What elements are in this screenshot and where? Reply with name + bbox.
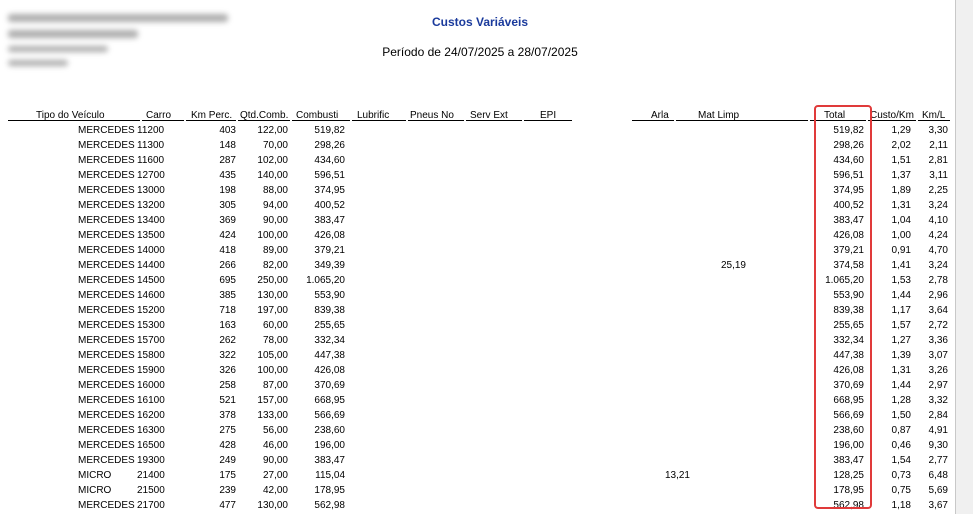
- cell-tipo: MERCEDES: [78, 410, 135, 421]
- cell-total: 668,95: [833, 395, 864, 406]
- cell-carro: 16100: [137, 395, 165, 406]
- cell-km: 403: [219, 125, 236, 136]
- cell-custokm: 0,46: [891, 440, 911, 451]
- header-tipo: Tipo do Veículo: [36, 110, 105, 121]
- cell-combusti: 115,04: [315, 470, 345, 481]
- cell-total: 426,08: [833, 365, 864, 376]
- cell-carro: 13000: [137, 185, 165, 196]
- cell-kml: 5,69: [928, 485, 948, 496]
- cell-km: 266: [219, 260, 236, 271]
- table-row: [0, 483, 955, 498]
- cell-combusti: 383,47: [314, 455, 345, 466]
- cell-carro: 21700: [137, 500, 165, 511]
- cell-kml: 3,36: [928, 335, 948, 346]
- cell-carro: 12700: [137, 170, 165, 181]
- cell-carro: 14000: [137, 245, 165, 256]
- table-row: [0, 153, 955, 168]
- cell-qtd: 88,00: [262, 185, 288, 196]
- cell-tipo: MERCEDES: [78, 365, 135, 376]
- header-lubrific: Lubrific: [357, 110, 390, 121]
- cell-tipo: MERCEDES: [78, 455, 135, 466]
- cell-combusti: 668,95: [314, 395, 345, 406]
- cell-carro: 19300: [137, 455, 165, 466]
- cell-total: 178,95: [833, 485, 864, 496]
- cell-combusti: 434,60: [314, 155, 345, 166]
- cell-kml: 3,26: [928, 365, 948, 376]
- table-row: [0, 333, 955, 348]
- cell-combusti: 1.065,20: [306, 275, 345, 286]
- cell-total: 447,38: [833, 350, 864, 361]
- cell-total: 370,69: [833, 380, 864, 391]
- cell-total: 255,65: [833, 320, 864, 331]
- cell-custokm: 1,31: [891, 200, 911, 211]
- cell-combusti: 178,95: [314, 485, 345, 496]
- cell-carro: 15700: [137, 335, 165, 346]
- table-row: [0, 138, 955, 153]
- header-epi: EPI: [540, 110, 557, 121]
- header-rule: [632, 120, 674, 121]
- cell-combusti: 298,26: [314, 140, 345, 151]
- cell-qtd: 70,00: [262, 140, 288, 151]
- cell-km: 322: [219, 350, 236, 361]
- cell-kml: 2,84: [928, 410, 948, 421]
- cell-combusti: 370,69: [314, 380, 345, 391]
- cell-custokm: 1,18: [891, 500, 911, 511]
- cell-kml: 4,10: [928, 215, 948, 226]
- header-pneus: Pneus No: [410, 110, 454, 121]
- cell-qtd: 140,00: [257, 170, 288, 181]
- header-rule: [408, 120, 464, 121]
- cell-qtd: 250,00: [257, 275, 288, 286]
- table-row: [0, 168, 955, 183]
- cell-total: 1.065,20: [825, 275, 864, 286]
- cell-tipo: MERCEDES: [78, 245, 135, 256]
- cell-custokm: 1,53: [891, 275, 911, 286]
- cell-kml: 9,30: [928, 440, 948, 451]
- cell-tipo: MERCEDES: [78, 275, 135, 286]
- table-row: [0, 363, 955, 378]
- header-arla: Arla: [651, 110, 669, 121]
- cell-total: 383,47: [833, 455, 864, 466]
- cell-km: 718: [219, 305, 236, 316]
- cell-tipo: MERCEDES: [78, 290, 135, 301]
- cell-qtd: 60,00: [262, 320, 288, 331]
- cell-km: 378: [219, 410, 236, 421]
- cell-carro: 15900: [137, 365, 165, 376]
- cell-carro: 11300: [137, 140, 165, 151]
- report-title: Custos Variáveis: [431, 15, 529, 29]
- cell-combusti: 553,90: [314, 290, 345, 301]
- cell-tipo: MERCEDES: [78, 125, 135, 136]
- cell-tipo: MERCEDES: [78, 320, 135, 331]
- cell-custokm: 1,29: [891, 125, 911, 136]
- cell-carro: 15200: [137, 305, 165, 316]
- cell-tipo: MERCEDES: [78, 215, 135, 226]
- table-row: [0, 288, 955, 303]
- cell-total: 400,52: [833, 200, 864, 211]
- cell-tipo: MERCEDES: [78, 500, 135, 511]
- header-rule: [186, 120, 236, 121]
- header-carro: Carro: [146, 110, 172, 121]
- cell-qtd: 157,00: [257, 395, 288, 406]
- cell-combusti: 383,47: [314, 215, 345, 226]
- cell-combusti: 519,82: [314, 125, 345, 136]
- cell-kml: 3,24: [928, 200, 948, 211]
- cell-km: 198: [219, 185, 236, 196]
- cell-custokm: 1,51: [891, 155, 911, 166]
- cell-kml: 3,64: [928, 305, 948, 316]
- cell-combusti: 196,00: [314, 440, 345, 451]
- cell-qtd: 100,00: [257, 230, 288, 241]
- cell-custokm: 1,31: [891, 365, 911, 376]
- cell-tipo: MICRO: [78, 485, 112, 496]
- cell-qtd: 105,00: [257, 350, 288, 361]
- cell-total: 128,25: [833, 470, 864, 481]
- header-rule: [466, 120, 522, 121]
- header-rule: [810, 120, 866, 121]
- cell-arla: 13,21: [664, 470, 690, 481]
- cell-kml: 3,67: [928, 500, 948, 511]
- cell-qtd: 130,00: [257, 500, 288, 511]
- cell-combusti: 238,60: [314, 425, 345, 436]
- header-rule: [8, 120, 140, 121]
- cell-kml: 2,25: [928, 185, 948, 196]
- cell-custokm: 1,44: [891, 380, 911, 391]
- cell-qtd: 102,00: [257, 155, 288, 166]
- header-rule: [918, 120, 950, 121]
- cell-total: 562,98: [833, 500, 864, 511]
- cell-kml: 3,07: [928, 350, 948, 361]
- cell-total: 519,82: [833, 125, 864, 136]
- cell-combusti: 447,38: [314, 350, 345, 361]
- cell-carro: 21400: [137, 470, 165, 481]
- cell-km: 477: [219, 500, 236, 511]
- cell-tipo: MICRO: [78, 470, 112, 481]
- cell-qtd: 27,00: [262, 470, 288, 481]
- table-row: [0, 408, 955, 423]
- cell-carro: 13400: [137, 215, 165, 226]
- cell-km: 385: [219, 290, 236, 301]
- cell-total: 298,26: [833, 140, 864, 151]
- cell-total: 238,60: [833, 425, 864, 436]
- cell-combusti: 566,69: [314, 410, 345, 421]
- cell-carro: 14500: [137, 275, 165, 286]
- table-row: [0, 258, 955, 273]
- cell-qtd: 82,00: [262, 260, 288, 271]
- cell-qtd: 90,00: [262, 455, 288, 466]
- cell-qtd: 42,00: [262, 485, 288, 496]
- cell-km: 239: [219, 485, 236, 496]
- cell-total: 426,08: [833, 230, 864, 241]
- cell-combusti: 562,98: [314, 500, 345, 511]
- header-total: Total: [824, 110, 846, 121]
- cell-qtd: 122,00: [257, 125, 288, 136]
- cell-km: 148: [219, 140, 236, 151]
- cell-km: 258: [219, 380, 236, 391]
- cell-km: 287: [219, 155, 236, 166]
- cell-custokm: 0,73: [891, 470, 911, 481]
- cell-tipo: MERCEDES: [78, 440, 135, 451]
- header-rule: [352, 120, 406, 121]
- cell-kml: 2,97: [928, 380, 948, 391]
- cell-km: 424: [219, 230, 236, 241]
- table-row: [0, 438, 955, 453]
- cell-km: 521: [219, 395, 236, 406]
- cell-custokm: 1,28: [891, 395, 911, 406]
- header-rule: [238, 120, 290, 121]
- cell-carro: 14600: [137, 290, 165, 301]
- cell-combusti: 255,65: [314, 320, 345, 331]
- cell-total: 374,58: [833, 260, 864, 271]
- cell-total: 374,95: [833, 185, 864, 196]
- cell-carro: 16200: [137, 410, 165, 421]
- cell-carro: 16000: [137, 380, 165, 391]
- table-row: [0, 423, 955, 438]
- header-rule: [868, 120, 916, 121]
- cell-total: 196,00: [833, 440, 864, 451]
- cell-combusti: 374,95: [314, 185, 345, 196]
- cell-kml: 2,72: [928, 320, 948, 331]
- cell-qtd: 56,00: [262, 425, 288, 436]
- header-rule: [676, 120, 808, 121]
- cell-total: 434,60: [833, 155, 864, 166]
- cell-qtd: 94,00: [262, 200, 288, 211]
- cell-kml: 4,91: [928, 425, 948, 436]
- cell-qtd: 100,00: [257, 365, 288, 376]
- cell-tipo: MERCEDES: [78, 140, 135, 151]
- cell-combusti: 332,34: [314, 335, 345, 346]
- cell-tipo: MERCEDES: [78, 425, 135, 436]
- cell-custokm: 1,54: [891, 455, 911, 466]
- cell-combusti: 400,52: [314, 200, 345, 211]
- cell-combusti: 596,51: [314, 170, 345, 181]
- table-row: [0, 198, 955, 213]
- cell-km: 175: [219, 470, 236, 481]
- cell-qtd: 133,00: [257, 410, 288, 421]
- cell-kml: 3,11: [929, 170, 948, 181]
- cell-custokm: 1,50: [891, 410, 911, 421]
- cell-kml: 4,24: [928, 230, 948, 241]
- report-period: Período de 24/07/2025 a 28/07/2025: [382, 45, 578, 59]
- cell-custokm: 0,87: [891, 425, 911, 436]
- cell-carro: 13200: [137, 200, 165, 211]
- cell-carro: 11200: [137, 125, 165, 136]
- cell-matlimp: 25,19: [720, 260, 746, 271]
- cell-total: 379,21: [833, 245, 864, 256]
- header-custokm: Custo/Km: [870, 110, 914, 121]
- cell-total: 383,47: [833, 215, 864, 226]
- header-qtd: Qtd.Comb.: [240, 110, 289, 121]
- cell-tipo: MERCEDES: [78, 335, 135, 346]
- cell-carro: 21500: [137, 485, 165, 496]
- table-row: [0, 393, 955, 408]
- cell-tipo: MERCEDES: [78, 260, 135, 271]
- cell-qtd: 197,00: [257, 305, 288, 316]
- cell-kml: 3,30: [928, 125, 948, 136]
- cell-kml: 4,70: [928, 245, 948, 256]
- cell-custokm: 1,57: [891, 320, 911, 331]
- cell-custokm: 1,27: [891, 335, 911, 346]
- cell-kml: 6,48: [928, 470, 948, 481]
- cell-custokm: 1,89: [891, 185, 911, 196]
- cell-carro: 15800: [137, 350, 165, 361]
- cell-total: 596,51: [833, 170, 864, 181]
- cell-qtd: 78,00: [262, 335, 288, 346]
- cell-km: 369: [219, 215, 236, 226]
- table-row: [0, 123, 955, 138]
- company-info-redacted: [8, 12, 248, 72]
- cell-km: 418: [219, 245, 236, 256]
- cell-total: 553,90: [833, 290, 864, 301]
- cell-custokm: 0,75: [891, 485, 911, 496]
- cell-carro: 16500: [137, 440, 165, 451]
- cell-tipo: MERCEDES: [78, 380, 135, 391]
- table-row: [0, 378, 955, 393]
- cell-tipo: MERCEDES: [78, 155, 135, 166]
- cell-combusti: 839,38: [314, 305, 345, 316]
- table-row: [0, 228, 955, 243]
- cell-custokm: 0,91: [891, 245, 911, 256]
- table-row: [0, 498, 955, 513]
- cell-tipo: MERCEDES: [78, 395, 135, 406]
- cell-custokm: 1,00: [891, 230, 911, 241]
- cell-km: 695: [219, 275, 236, 286]
- cell-km: 326: [219, 365, 236, 376]
- table-row: [0, 183, 955, 198]
- table-row: [0, 243, 955, 258]
- table-row: [0, 468, 955, 483]
- cell-carro: 13500: [137, 230, 165, 241]
- header-matlimp: Mat Limp: [698, 110, 740, 121]
- cell-qtd: 46,00: [262, 440, 288, 451]
- cell-custokm: 1,41: [891, 260, 911, 271]
- cell-carro: 11600: [137, 155, 165, 166]
- cell-carro: 14400: [137, 260, 165, 271]
- table-row: [0, 213, 955, 228]
- cell-custokm: 1,44: [891, 290, 911, 301]
- table-row: [0, 303, 955, 318]
- cell-qtd: 89,00: [262, 245, 288, 256]
- cell-carro: 16300: [137, 425, 165, 436]
- header-rule: [142, 120, 184, 121]
- header-km: Km Perc.: [191, 110, 233, 121]
- cell-tipo: MERCEDES: [78, 350, 135, 361]
- cell-tipo: MERCEDES: [78, 170, 135, 181]
- cell-total: 332,34: [833, 335, 864, 346]
- header-combusti: Combusti: [296, 110, 339, 121]
- header-rule: [524, 120, 572, 121]
- cell-kml: 2,11: [929, 140, 948, 151]
- cell-combusti: 426,08: [314, 230, 345, 241]
- page-edge: [955, 0, 973, 514]
- cell-combusti: 426,08: [314, 365, 345, 376]
- cell-qtd: 90,00: [262, 215, 288, 226]
- header-kml: Km/L: [922, 110, 946, 121]
- cell-km: 249: [219, 455, 236, 466]
- cell-km: 305: [219, 200, 236, 211]
- cell-total: 839,38: [833, 305, 864, 316]
- cell-custokm: 2,02: [891, 140, 911, 151]
- cell-km: 428: [219, 440, 236, 451]
- cell-kml: 2,78: [928, 275, 948, 286]
- cell-custokm: 1,04: [891, 215, 911, 226]
- cell-combusti: 349,39: [314, 260, 345, 271]
- cell-tipo: MERCEDES: [78, 305, 135, 316]
- cell-combusti: 379,21: [314, 245, 345, 256]
- cell-km: 262: [219, 335, 236, 346]
- cell-custokm: 1,39: [891, 350, 911, 361]
- cell-qtd: 130,00: [257, 290, 288, 301]
- cell-tipo: MERCEDES: [78, 230, 135, 241]
- cell-qtd: 87,00: [262, 380, 288, 391]
- cell-kml: 2,96: [928, 290, 948, 301]
- table-row: [0, 348, 955, 363]
- cell-custokm: 1,17: [891, 305, 911, 316]
- cell-tipo: MERCEDES: [78, 185, 135, 196]
- cell-km: 435: [219, 170, 236, 181]
- cell-km: 163: [219, 320, 236, 331]
- table-row: [0, 273, 955, 288]
- cell-total: 566,69: [833, 410, 864, 421]
- cell-km: 275: [219, 425, 236, 436]
- cell-kml: 2,81: [928, 155, 948, 166]
- table-row: [0, 318, 955, 333]
- cell-kml: 3,24: [928, 260, 948, 271]
- cell-kml: 3,32: [928, 395, 948, 406]
- cell-carro: 15300: [137, 320, 165, 331]
- header-servext: Serv Ext: [470, 110, 508, 121]
- header-rule: [292, 120, 350, 121]
- table-row: [0, 453, 955, 468]
- cell-tipo: MERCEDES: [78, 200, 135, 211]
- cell-custokm: 1,37: [891, 170, 911, 181]
- cell-kml: 2,77: [928, 455, 948, 466]
